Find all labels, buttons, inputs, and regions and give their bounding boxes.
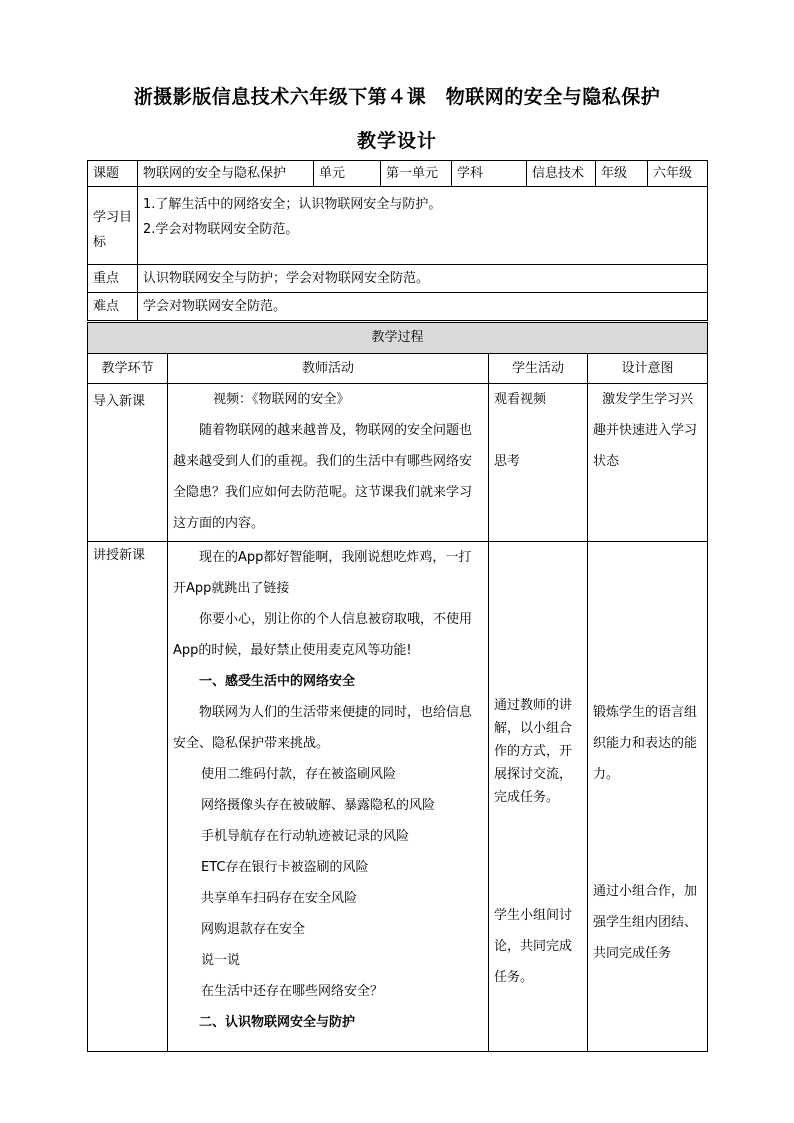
topic-label: 课题 — [88, 161, 138, 187]
difficulty-text: 学会对物联网安全防范。 — [138, 293, 708, 321]
grade-label: 年级 — [596, 161, 648, 187]
intro-video: 视频：《物联网的安全》 — [213, 392, 350, 407]
document-title: 浙摄影版信息技术六年级下第４课 物联网的安全与隐私保护 — [133, 86, 661, 108]
risk-item: 共享单车扫码存在安全风险 — [201, 891, 358, 906]
subject-value: 信息技术 — [527, 161, 596, 187]
risk-item: 网购退款存在安全 — [201, 922, 306, 937]
goals-label: 学习目标 — [88, 187, 138, 265]
lecture-paragraph: 物联网为人们的生活带来便捷的同时，也给信息安全、隐私保护带来挑战。 — [173, 705, 473, 751]
risk-item: 手机导航存在行动轨迹被记录的风险 — [201, 829, 410, 844]
risk-item: 使用二维码付款，存在被盗刷风险 — [201, 767, 397, 782]
intro-row — [88, 384, 708, 542]
lecture-intent — [588, 542, 708, 1052]
risk-item: ETC存在银行卡被盗刷的风险 — [201, 860, 369, 875]
risk-item: 在生活中还存在哪些网络安全？ — [201, 984, 384, 999]
lecture-paragraph: 你要小心，别让你的个人信息被窃取哦，不使用App的时候，最好禁止使用麦克风等功能! — [173, 612, 473, 658]
topic-value: 物联网的安全与隐私保护 — [138, 161, 314, 187]
intro-student-activity — [489, 384, 588, 542]
key-point-label: 重点 — [88, 265, 138, 293]
process-heading-row — [88, 323, 708, 354]
lecture-teacher-activity — [168, 542, 489, 1052]
intro-text: 随着物联网的越来越普及，物联网的安全问题也越来越受到人们的重视。我们的生活中有哪些网络安全隐患？我们应如何去防范呢。这节课我们就来学习这方面的内容。 — [173, 423, 473, 531]
intro-student-item: 思考 — [494, 454, 521, 469]
goal-item: 1.了解生活中的网络安全；认识物联网安全与防护。 — [143, 197, 442, 212]
intro-student-item: 观看视频 — [494, 392, 547, 407]
lecture-paragraph: 现在的App都好智能啊，我刚说想吃炸鸡，一打开App就跳出了链接 — [173, 550, 472, 596]
section-heading: 二、认识物联网安全与防护 — [199, 1015, 356, 1030]
subject-label: 学科 — [452, 161, 527, 187]
intro-stage: 导入新课 — [88, 384, 168, 542]
risk-item: 网络摄像头存在被破解、暴露隐私的风险 — [201, 798, 436, 813]
info-row — [88, 161, 708, 187]
goals-content — [138, 187, 708, 265]
lecture-student-activity — [489, 542, 588, 1052]
column-header: 设计意图 — [588, 354, 708, 384]
lecture-intent-item: 锻炼学生的语言组织能力和表达的能力。 — [593, 705, 698, 782]
goals-row — [88, 187, 708, 265]
goal-item: 2.学会对物联网安全防范。 — [143, 222, 299, 237]
unit-value: 第一单元 — [381, 161, 452, 187]
document-subtitle: 教学设计 — [356, 130, 437, 152]
lecture-row — [88, 542, 708, 1052]
column-header: 学生活动 — [489, 354, 588, 384]
grade-value: 六年级 — [648, 161, 708, 187]
key-point-row — [88, 265, 708, 293]
lesson-info-table — [87, 160, 708, 321]
column-header: 教师活动 — [168, 354, 489, 384]
lecture-intent-item: 通过小组合作，加强学生组内团结、共同完成任务 — [593, 884, 698, 961]
process-header-row — [88, 354, 708, 384]
risk-item: 说一说 — [201, 953, 241, 968]
lecture-stage: 讲授新课 — [88, 542, 168, 1052]
lecture-student-item: 学生小组间讨论，共同完成任务。 — [494, 908, 573, 985]
lecture-student-item: 通过教师的讲解，以小组合作的方式，开展探讨交流，完成任务。 — [494, 698, 573, 805]
intro-teacher-activity — [168, 384, 489, 542]
key-point-text: 认识物联网安全与防护；学会对物联网安全防范。 — [138, 265, 708, 293]
teaching-process-table — [87, 322, 708, 1052]
difficulty-row — [88, 293, 708, 321]
section-heading: 一、感受生活中的网络安全 — [199, 674, 356, 689]
intro-intent: 激发学生学习兴趣并快速进入学习状态 — [588, 384, 708, 542]
unit-label: 单元 — [314, 161, 381, 187]
difficulty-label: 难点 — [88, 293, 138, 321]
process-heading: 教学过程 — [88, 323, 708, 354]
column-header: 教学环节 — [88, 354, 168, 384]
